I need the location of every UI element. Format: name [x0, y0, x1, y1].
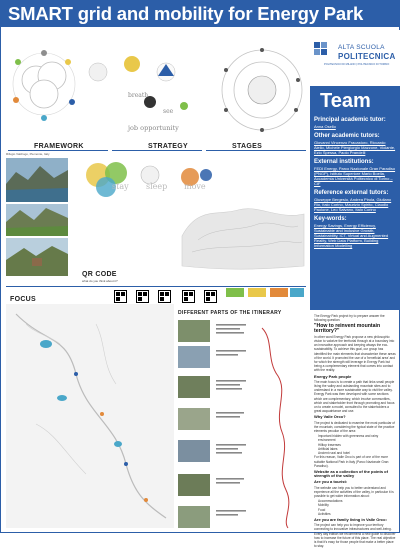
tourist-heading: Are you a tourist:: [314, 479, 348, 485]
focus-label: FOCUS: [10, 296, 36, 303]
principal-tutor-value: Anna Osello: [314, 124, 336, 129]
stages-underline: [206, 150, 306, 151]
reference-tutors-value: Giuseppe Bergesio, Andrea Pirola, Giuliano Rio, Italo Corino, Maurizio Spirito, Claudio Paolone, Leo Salvano, Italo Corino: [314, 197, 392, 212]
why-item: Artificial lakes: [318, 446, 338, 451]
topographic-relief-map: [178, 196, 308, 274]
itinerary-label: DIFFERENT PARTS OF THE ITINERARY: [178, 310, 282, 316]
main-question: "How to reinvent mountain territory?": [314, 323, 381, 334]
tourist-text: The website can help you to better understand and experience all the activities of the valley, in particular it is possible to get wider information about:: [314, 485, 394, 498]
principal-tutor-heading: Principal academic tutor:: [314, 117, 386, 123]
qr-underline: [6, 286, 306, 287]
strategy-underline: [112, 150, 202, 151]
strategy-word-see: see: [163, 108, 174, 115]
family-heading: Are you are family living in Valle Orco:: [314, 516, 387, 522]
qr-code-label: QR CODE: [82, 271, 117, 278]
keywords-value: Energy Savings, Energy Efficiency, Sustainable and Inclusive Growth, Sustainability, ICT, Virtual and Augmented Reality, Web Data Platform, Building Information Modelling: [314, 223, 389, 248]
why-heading: Why Valle Orco?: [314, 414, 346, 420]
legend-orange: [270, 288, 288, 297]
tourist-item: Mobility: [318, 503, 329, 508]
other-tutors-value: Giovanni Vincenzo Fracastoro, Riccardo Aiello, Michele Piergiorgio Mazzone, Violante, Ezio Spessa, Paolo Prandelli: [314, 140, 396, 155]
framework-underline: [8, 150, 108, 151]
stages-diagram: [204, 40, 308, 140]
logo-mark-icon: [314, 42, 328, 56]
qr-code-4[interactable]: [182, 290, 195, 303]
team-panel: [310, 86, 400, 310]
external-institutions-value: FEDI Energy, Parco Nazionale Gran Paradiso (PNGP), Istituto Superiore Mario Boella, Accademia Università Politecnico di Torino – CIF: [314, 166, 396, 186]
qr-code-1[interactable]: [114, 290, 127, 303]
legend-green: [226, 288, 244, 297]
mountain-lake-photo: [6, 158, 68, 202]
keywords-heading: Key-words:: [314, 216, 347, 222]
team-title: Team: [320, 90, 371, 112]
strategy-word-job: job opportunity: [128, 124, 179, 132]
stage-word-sleep: sleep: [146, 182, 168, 191]
why-text-2: For this reason, Valle Orco is part of one of the more suitable National Park in Italy (Parco Nazionale Gran Paradiso).: [314, 455, 389, 468]
stage-word-stay: stay: [112, 182, 129, 191]
itinerary-strip: [178, 320, 308, 530]
project-description: [310, 312, 400, 548]
stages-label: STAGES: [232, 143, 263, 150]
other-tutors-heading: Other academic tutors:: [314, 133, 380, 139]
family-text: The project can help you to improve your territory connecting to innovative infrastructures and well-being. Every day edition we recommend a new guide to discover how to increase the future of this place. The real objective is that it's easy for those people that make a better place to stay.: [314, 523, 396, 548]
logo-line-1: ALTA SCUOLA: [338, 44, 385, 51]
why-item: Important hidden with greenness and rainy environment: [318, 434, 379, 443]
tourist-item: Activities: [318, 511, 331, 516]
website-heading: Website as a collection of the points of strength of the valley: [314, 468, 388, 479]
hut-photo: [6, 238, 68, 276]
qr-caption: what do you think about it?: [82, 279, 118, 283]
energy-park-heading: Energy Park people: [314, 373, 352, 379]
qr-code-5[interactable]: [204, 290, 217, 303]
intro-text: The Energy Park project try to prepare answer the following question:: [314, 314, 385, 323]
framework-label: FRAMEWORK: [34, 143, 84, 150]
tourist-item: Accommodations: [318, 499, 343, 504]
poster-header: [0, 0, 400, 26]
poster-title: SMART grid and mobility for Energy Park: [8, 3, 364, 24]
why-item: Ancient rural and hotel: [318, 451, 350, 456]
strategy-word-breath: breath: [128, 92, 149, 99]
focus-map: [6, 304, 174, 528]
tourist-item: Food: [318, 507, 326, 512]
legend-yellow: [248, 288, 266, 297]
why-text: The project is dedicated to examine the most particular of the mountain, considering the typical state of the practice elements peculiar of the area:: [314, 420, 395, 434]
qr-code-2[interactable]: [136, 290, 149, 303]
paragraph-1: In other word Energy Park propose a new philosophic vision to valorize the territorial through at a boundary into an innovative approach and keeping always the eco-sustainability. To achieve this goal, our group has identified the main elements that characterize these areas of the world. It promoted the use of a 'beneficial area' and for which the strength will leverage in Energy Park but being a complementary element that comes into contact with the reality.: [314, 334, 396, 373]
energy-park-text: The main focus is to create a path that links small people living the valley and outstanding mountain sites and to understand in a more sustainable way to visit the valley. Energy Park was then developed with some sections which are complementary, which involve communities, which and stakeholder front through promoting and focus on to create a model, consulted to the stakeholders a great acquaintance and use.: [314, 379, 395, 414]
stage-word-move: move: [184, 182, 206, 191]
strategy-label: STRATEGY: [148, 143, 188, 150]
why-item: Hilltop traverses: [318, 442, 341, 447]
qr-code-3[interactable]: [158, 290, 171, 303]
legend-blue: [290, 288, 304, 297]
reference-tutors-heading: Reference external tutors:: [314, 190, 389, 196]
logo-block: [310, 30, 400, 90]
photo-caption: Rifugio Valdrogo, Piemonte, Italy: [6, 152, 50, 156]
framework-diagram: [6, 40, 80, 140]
external-institutions-heading: External institutions:: [314, 159, 374, 165]
logo-line-3: POLITECNICO DI MILANO | POLITECNICO DI TORINO: [324, 63, 390, 66]
valley-photo: [6, 204, 68, 236]
logo-line-2: POLITECNICA: [338, 52, 396, 61]
